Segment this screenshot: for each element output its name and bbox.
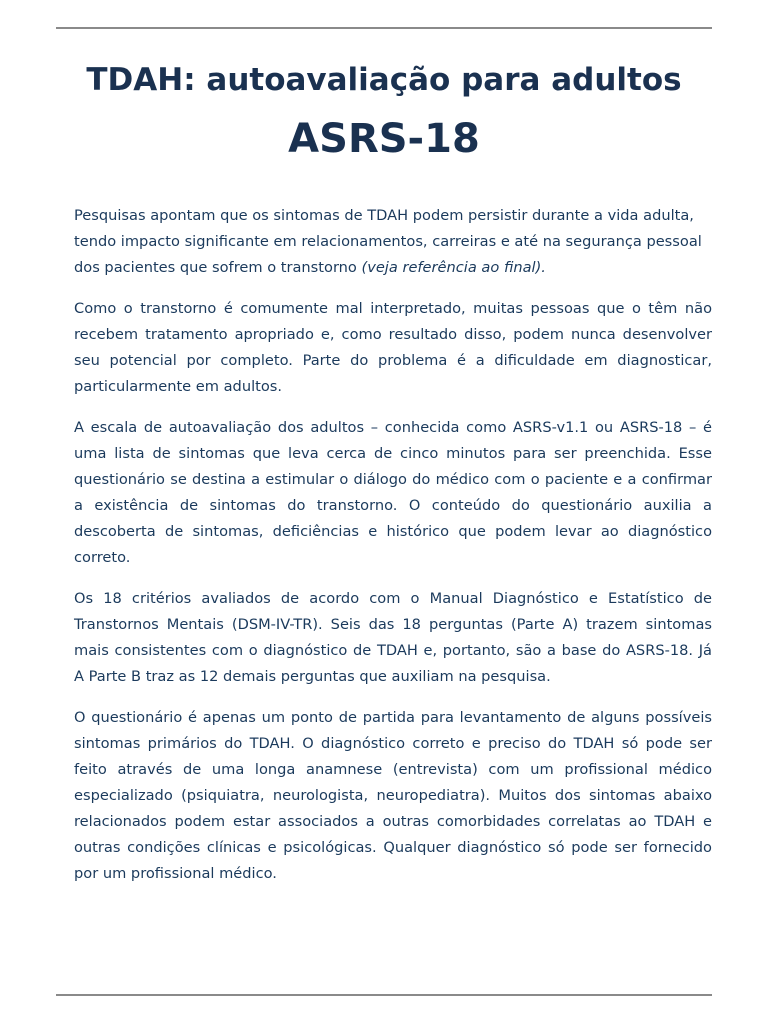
paragraph-intro-text: Pesquisas apontam que os sintomas de TDAH podem persistir durante a vida adulta, tendo impacto significante em relacionamentos, carreiras e até na segurança pessoal dos pacientes que sofrem o transtorno: [74, 207, 702, 276]
paragraph-intro: [74, 203, 712, 281]
bottom-divider: [56, 994, 712, 996]
document-subtitle: ASRS-18: [288, 116, 480, 162]
paragraph-criteria: Os 18 critérios avaliados de acordo com o Manual Diagnóstico e Estatístico de Transtornos Mentais (DSM-IV-TR). Seis das 18 perguntas (Parte A) trazem sintomas mais consistentes com o diagnóstico de TDAH e, portanto, são a base do ASRS-18. Já A Parte B traz as 12 demais perguntas que auxiliam na pesquisa.: [74, 590, 712, 685]
reference-note: (veja referência ao final).: [361, 259, 546, 276]
document-title: TDAH: autoavaliação para adultos: [86, 62, 682, 98]
paragraph-disclaimer: O questionário é apenas um ponto de partida para levantamento de alguns possíveis sintomas primários do TDAH. O diagnóstico correto e preciso do TDAH só pode ser feito através de uma longa anamnese (entrevista) com um profissional médico especializado (psiquiatra, neurologista, neuropediatra). Muitos dos sintomas abaixo relacionados podem estar associados a outras comorbidades correlatas ao TDAH e outras condições clínicas e psicológicas. Qualquer diagnóstico só pode ser fornecido por um profissional médico.: [74, 709, 712, 882]
paragraph-scale-description: A escala de autoavaliação dos adultos – conhecida como ASRS-v1.1 ou ASRS-18 – é uma lista de sintomas que leva cerca de cinco minutos para ser preenchida. Esse questionário se destina a estimular o diálogo do médico com o paciente e a confirmar a existência de sintomas do transtorno. O conteúdo do questionário auxilia a descoberta de sintomas, deficiências e histórico que podem levar ao diagnóstico correto.: [74, 419, 712, 566]
top-divider: [56, 27, 712, 29]
paragraph-misinterpretation: Como o transtorno é comumente mal interpretado, muitas pessoas que o têm não recebem tratamento apropriado e, como resultado disso, podem nunca desenvolver seu potencial por completo. Parte do problema é a dificuldade em diagnosticar, particularmente em adultos.: [74, 300, 712, 395]
document-body: [74, 203, 712, 887]
